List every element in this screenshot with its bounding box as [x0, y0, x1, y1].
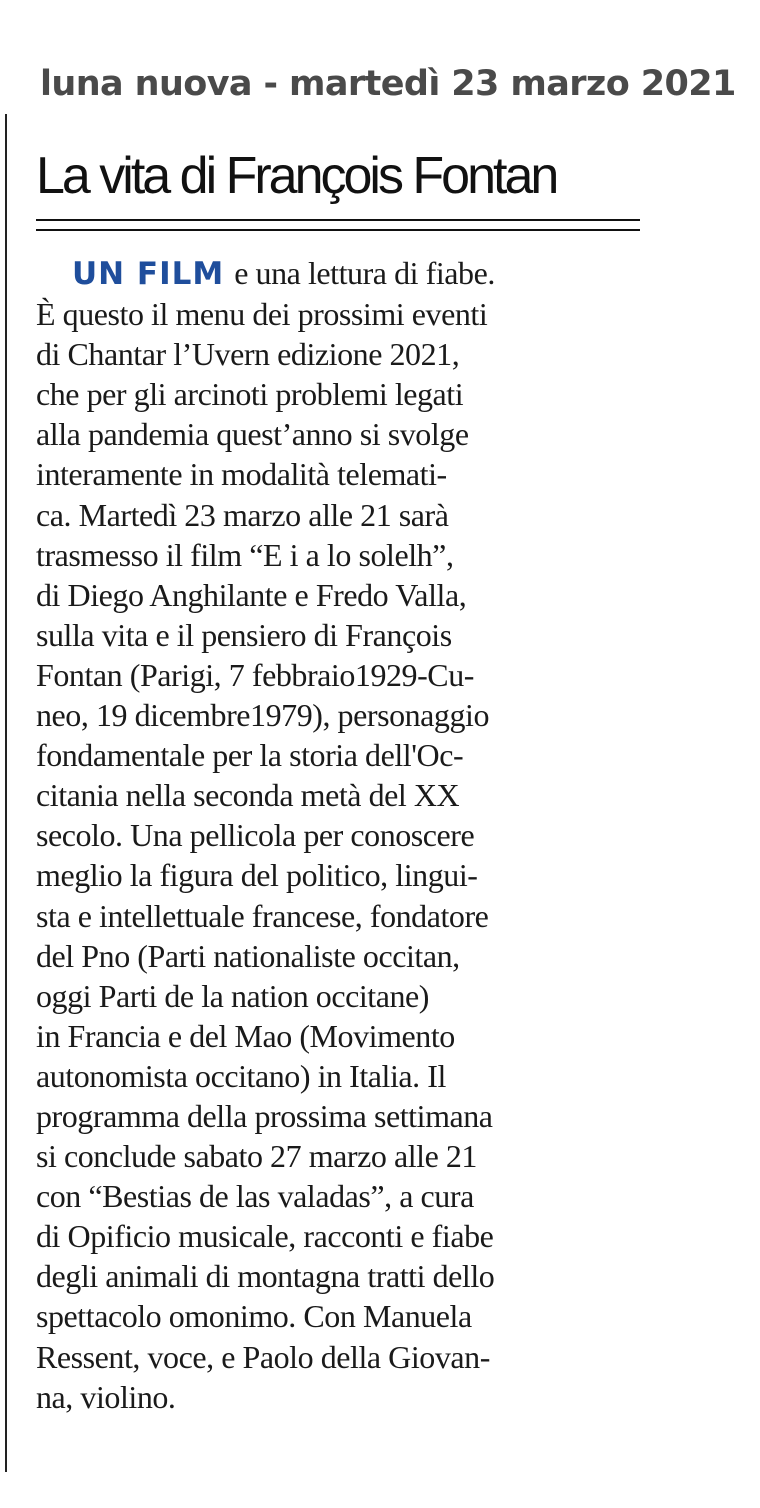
column-rule	[5, 114, 7, 1472]
article-line: del Pno (Parti nationaliste occitan,	[36, 937, 460, 974]
article-line: neo, 19 dicembre1979), personaggio	[36, 697, 490, 734]
article-line: fondamentale per la storia dell'Oc-	[36, 737, 464, 774]
article-line: programma della prossima settimana	[36, 1097, 493, 1134]
article-line: secolo. Una pellicola per conoscere	[36, 817, 475, 854]
article-line: di Opificio musicale, racconti e fiabe	[36, 1218, 494, 1255]
article-line: spettacolo omonimo. Con Manuela	[36, 1298, 472, 1335]
article-line: in Francia e del Mao (Movimento	[36, 1017, 455, 1054]
headline-rule-bottom	[36, 229, 640, 231]
article-line: sulla vita e il pensiero di François	[36, 616, 452, 653]
article-line: Fontan (Parigi, 7 febbraio1929-Cu-	[36, 656, 474, 693]
article-line: alla pandemia quest’anno si svolge	[36, 416, 469, 453]
article-line: interamente in modalità telemati-	[36, 456, 447, 493]
article-line: na, violino.	[36, 1378, 176, 1415]
article-line: trasmesso il film “E i a lo solelh”,	[36, 536, 454, 573]
headline-rule-top	[36, 219, 640, 221]
article-line: Ressent, voce, e Paolo della Giovan-	[36, 1338, 490, 1375]
article-body	[36, 253, 646, 1417]
article-line: di Diego Anghilante e Fredo Valla,	[36, 576, 467, 613]
article-line: degli animali di montagna tratti dello	[36, 1258, 495, 1295]
article-kicker: UN FILM	[72, 256, 225, 292]
article-line: si conclude sabato 27 marzo alle 21	[36, 1138, 477, 1175]
masthead: luna nuova - martedì 23 marzo 2021	[40, 64, 736, 104]
article-line: meglio la figura del politico, lingui-	[36, 857, 478, 894]
article-line: che per gli arcinoti problemi legati	[36, 376, 464, 413]
article-line: con “Bestias de las valadas”, a cura	[36, 1178, 474, 1215]
article-line: autonomista occitano) in Italia. Il	[36, 1057, 446, 1094]
article-line: oggi Parti de la nation occitane)	[36, 977, 430, 1014]
article-line-text: e una lettura di fiabe.	[234, 255, 495, 291]
article-line: È questo il menu dei prossimi eventi	[36, 296, 488, 333]
article-line: ca. Martedì 23 marzo alle 21 sarà	[36, 496, 449, 533]
article-line	[36, 253, 646, 294]
article-line: citania nella seconda metà del XX	[36, 777, 460, 814]
article-line: di Chantar l’Uvern edizione 2021,	[36, 336, 460, 373]
article-headline: La vita di François Fontan	[36, 147, 557, 205]
article-line: sta e intellettuale francese, fondatore	[36, 897, 489, 934]
